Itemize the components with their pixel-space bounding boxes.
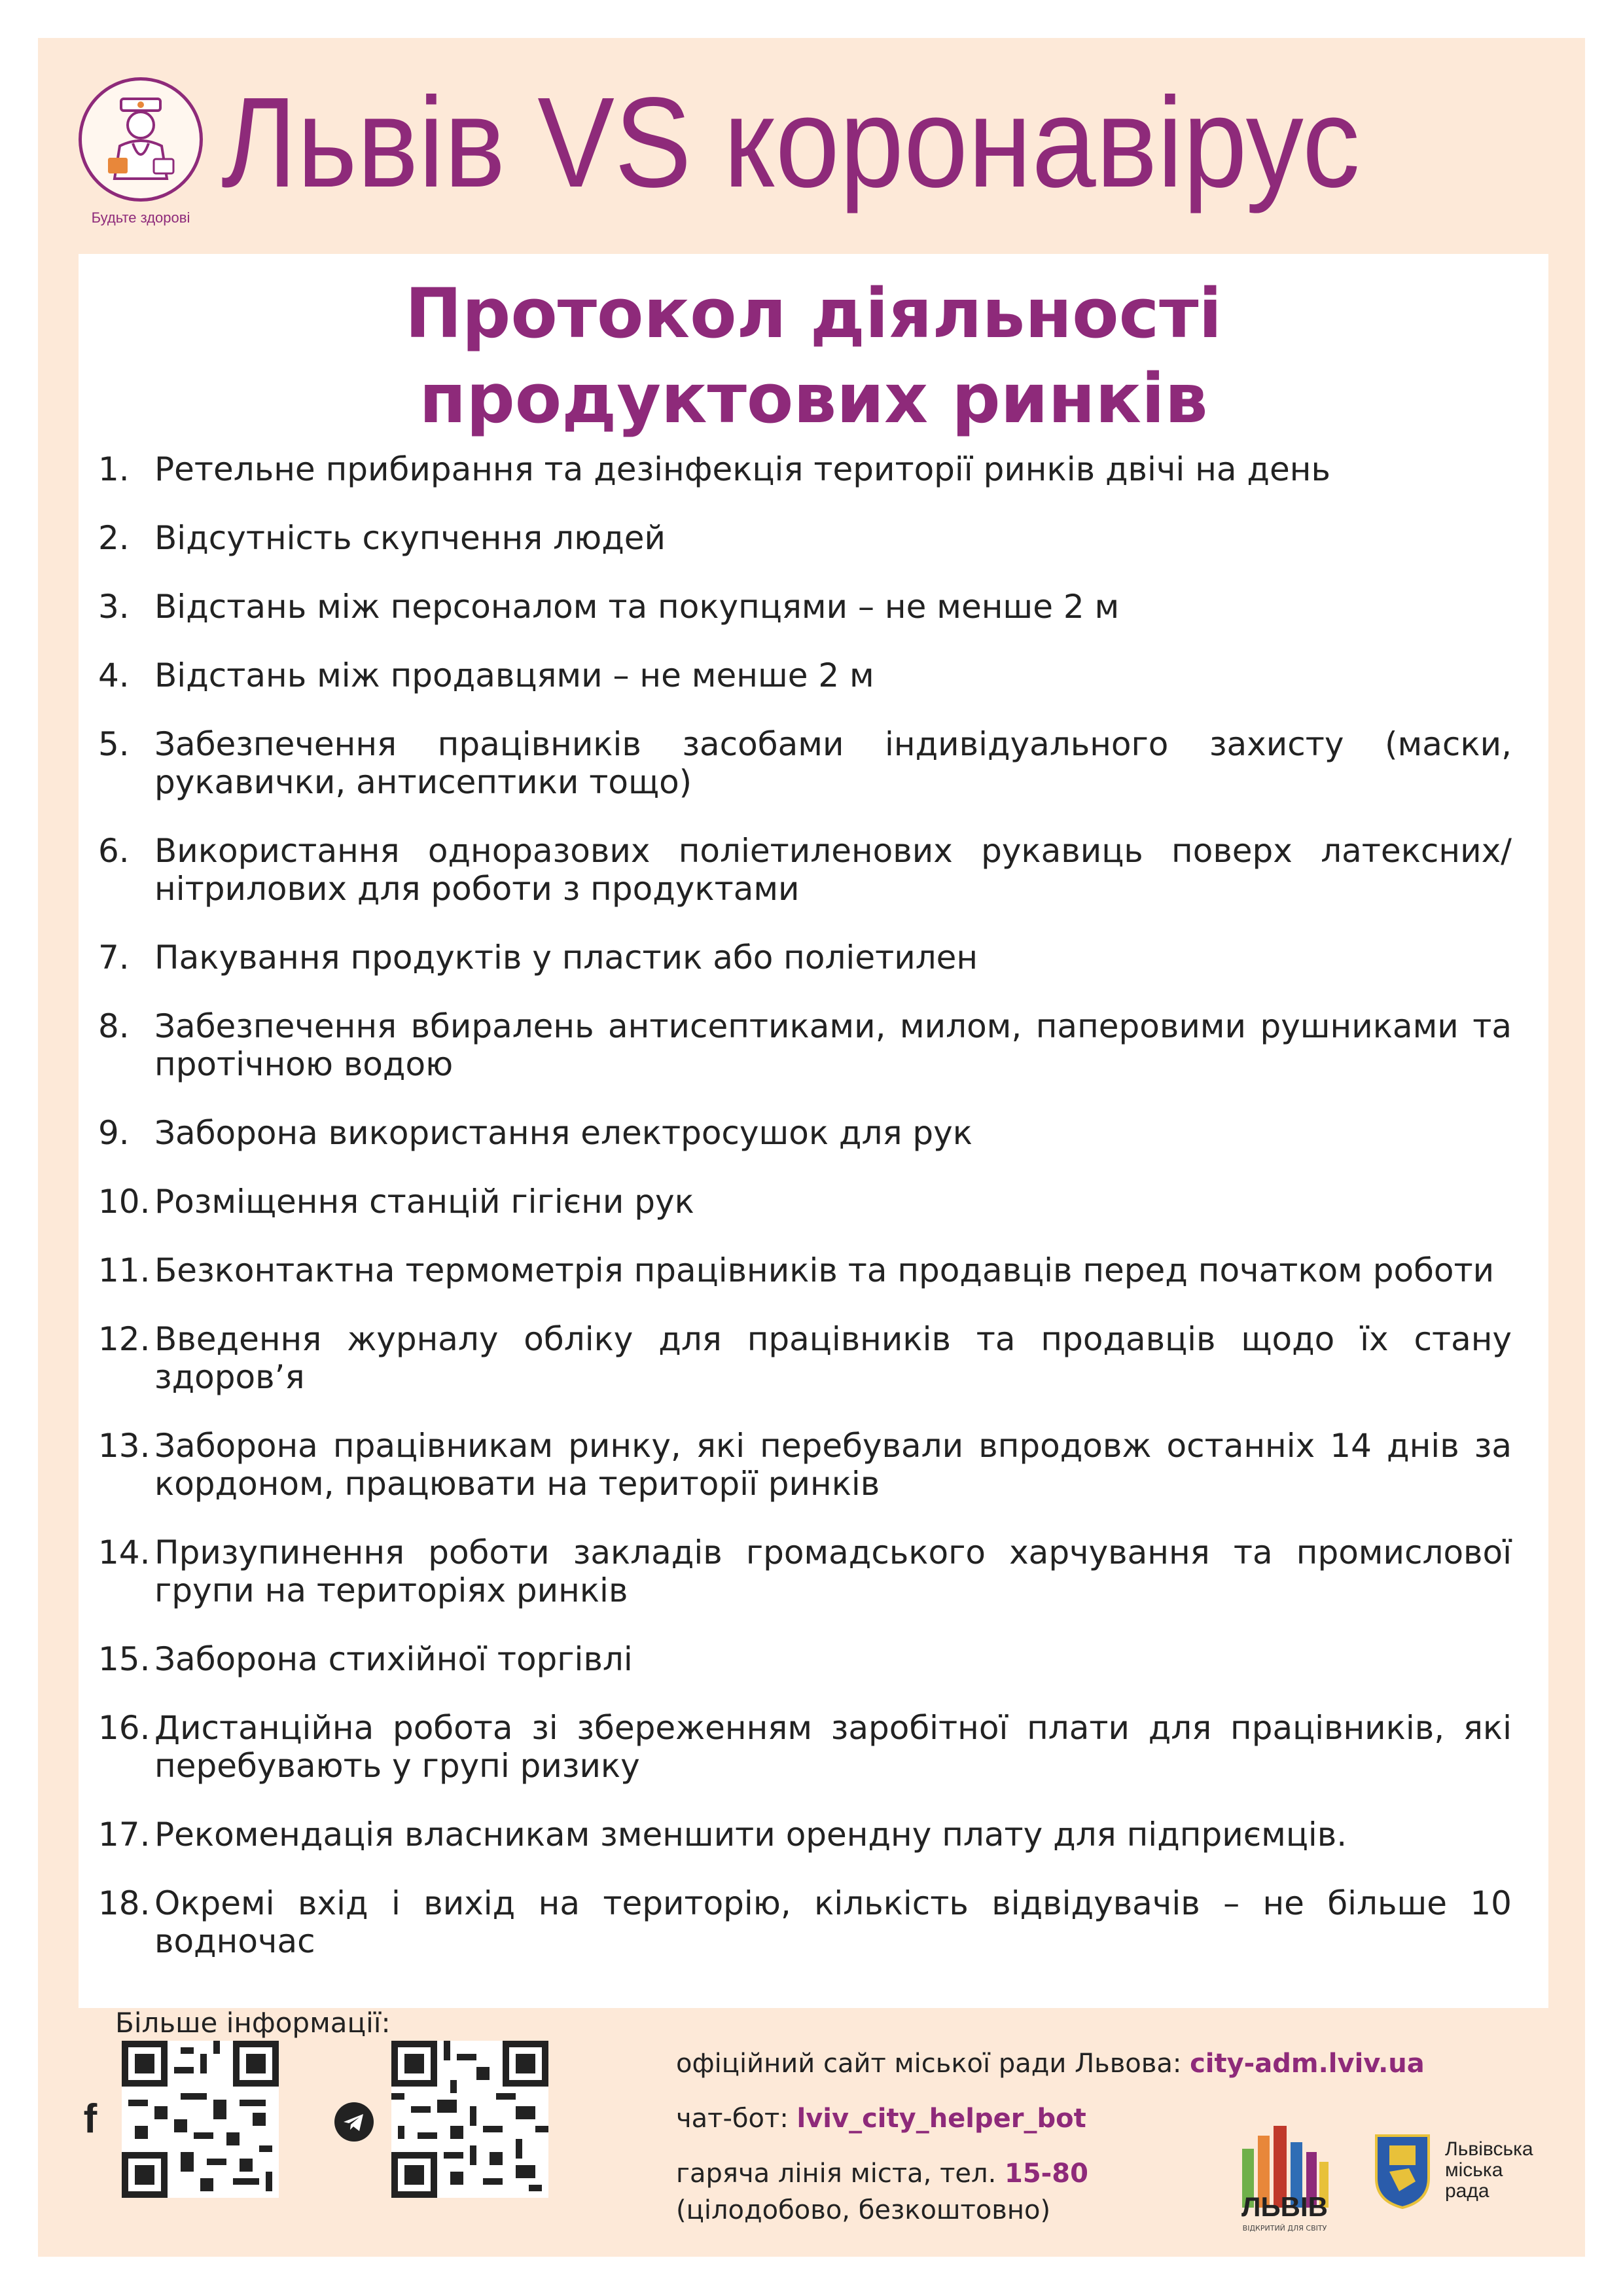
lviv-logo-tagline: ВІДКРИТИЙ ДЛЯ СВІТУ (1242, 2224, 1327, 2233)
item-number: 9. (98, 1114, 130, 1152)
list-item (98, 1183, 1512, 1221)
item-number: 8. (98, 1007, 130, 1045)
list-item (98, 1640, 1512, 1678)
item-text: Використання одноразових поліетиленових рукавиць поверх латексних/ нітрилових для роботи з продуктами (154, 832, 1512, 908)
item-text: Забезпечення вбиралень антисептиками, милом, паперовими рушниками та протічною водою (154, 1007, 1512, 1083)
item-number: 15. (98, 1640, 151, 1678)
hotline-label: гаряча лінія міста, тел. (676, 2159, 1005, 2189)
lviv-coat-of-arms-icon (1373, 2132, 1432, 2211)
poster (38, 38, 1585, 2257)
telegram-qr-code[interactable] (391, 2041, 548, 2198)
list-item (98, 1251, 1512, 1289)
item-text: Безконтактна термометрія працівників та продавців перед початком роботи (154, 1251, 1495, 1289)
item-text: Призупинення роботи закладів громадського харчування та промислової групи на територіях ринків (154, 1534, 1512, 1609)
list-item (98, 656, 1512, 694)
item-text: Пакування продуктів у пластик або поліетилен (154, 939, 978, 977)
item-text: Відсутність скупчення людей (154, 519, 666, 557)
item-text: Дистанційна робота зі збереженням заробітної плати для працівників, які перебувають у групі ризику (154, 1709, 1512, 1785)
item-number: 12. (98, 1320, 151, 1358)
list-item (98, 588, 1512, 626)
item-number: 2. (98, 519, 130, 557)
protocol-card (79, 254, 1548, 2008)
more-info-label: Більше інформації: (115, 2007, 391, 2039)
item-number: 16. (98, 1709, 151, 1747)
item-number: 11. (98, 1251, 151, 1289)
item-text: Заборона працівникам ринку, які перебували впродовж останніх 14 днів за кордоном, працювати на території ринків (154, 1427, 1512, 1503)
site-link[interactable]: city-adm.lviv.ua (1190, 2049, 1425, 2079)
lviv-logo-word: ЛЬВІВ (1241, 2191, 1328, 2222)
item-text: Розміщення станцій гігієни рук (154, 1183, 694, 1221)
list-item (98, 1427, 1512, 1503)
hotline-number[interactable]: 15-80 (1005, 2159, 1088, 2189)
doctor-illustration-icon (82, 81, 200, 198)
list-item (98, 519, 1512, 557)
item-text: Забезпечення працівників засобами індивідуального захисту (маски, рукавички, антисептики тощо) (154, 725, 1512, 801)
protocol-list (98, 450, 1512, 1960)
list-item (98, 450, 1512, 488)
list-item (98, 832, 1512, 908)
item-number: 14. (98, 1534, 151, 1571)
bot-label: чат-бот: (676, 2104, 797, 2134)
title-line-2: продуктових ринків (419, 359, 1208, 439)
title-line-1: Протокол діяльності (404, 274, 1222, 353)
item-text: Рекомендація власникам зменшити орендну плату для підприємців. (154, 1816, 1347, 1854)
item-text: Заборона стихійної торгівлі (154, 1640, 633, 1678)
city-council-name: Львівська міська рада (1445, 2138, 1533, 2202)
item-number: 13. (98, 1427, 151, 1465)
list-item (98, 1709, 1512, 1785)
chat-bot-line (676, 2104, 1086, 2134)
list-item (98, 1114, 1512, 1152)
item-number: 18. (98, 1884, 151, 1922)
logo-caption: Будьте здорові (91, 209, 190, 226)
list-item (98, 939, 1512, 977)
item-number: 7. (98, 939, 130, 977)
facebook-icon[interactable]: f (83, 2096, 98, 2142)
item-text: Введення журналу обліку для працівників та продавців щодо їх стану здоров’я (154, 1320, 1512, 1396)
item-text: Окремі вхід і вихід на територію, кількість відвідувачів – не більше 10 водночас (154, 1884, 1512, 1960)
list-item (98, 1007, 1512, 1083)
health-logo (79, 77, 203, 202)
list-item (98, 725, 1512, 801)
telegram-icon[interactable] (334, 2102, 374, 2142)
list-item (98, 1884, 1512, 1960)
item-number: 4. (98, 656, 130, 694)
site-label: офіційний сайт міської ради Львова: (676, 2049, 1190, 2079)
list-item (98, 1816, 1512, 1854)
item-text: Заборона використання електросушок для рук (154, 1114, 972, 1152)
protocol-title (79, 271, 1548, 441)
hotline-note: (цілодобово, безкоштовно) (676, 2195, 1051, 2225)
item-number: 3. (98, 588, 130, 626)
item-number: 5. (98, 725, 130, 763)
facebook-qr-code[interactable] (122, 2041, 279, 2198)
item-text: Ретельне прибирання та дезінфекція території ринків двічі на день (154, 450, 1330, 488)
page-headline: Львів VS коронавірус (221, 71, 1361, 214)
item-number: 10. (98, 1183, 151, 1221)
item-number: 1. (98, 450, 130, 488)
list-item (98, 1320, 1512, 1396)
item-text: Відстань між персоналом та покупцями – не менше 2 м (154, 588, 1120, 626)
hotline-line (676, 2159, 1088, 2189)
item-number: 6. (98, 832, 130, 870)
bot-link[interactable]: lviv_city_helper_bot (796, 2104, 1086, 2134)
official-site-line (676, 2049, 1425, 2079)
item-text: Відстань між продавцями – не менше 2 м (154, 656, 874, 694)
item-number: 17. (98, 1816, 151, 1854)
list-item (98, 1534, 1512, 1609)
